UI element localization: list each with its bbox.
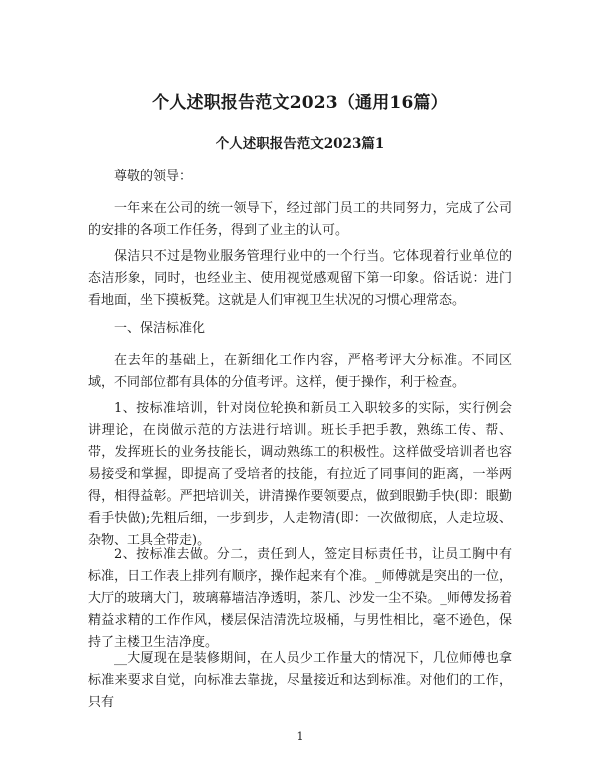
document-title: 个人述职报告范文2023（通用16篇） [152,93,448,113]
paragraph: 2、按标准去做。分二，责任到人，签定目标责任书，让员工胸中有标准，日工作表上排列有顺序，操作起来有个准。_师傅就是突出的一位，大厅的玻璃大门，玻璃幕墙洁净透明，茶几、沙发一尘不染。_师傅发扬着精益求精的工作作风，楼层保洁清洗垃圾桶，与男性相比，毫不逊色，保持了主楼卫生洁净度。 [88,547,512,650]
paragraph: 保洁只不过是物业服务管理行业中的一个行当。它体现着行业单位的态洁形象，同时，也经业主、使用视觉感观留下第一印象。俗话说：进门看地面，坐下摸板凳。这就是人们审视卫生状况的习惯心理常态。 [88,249,512,308]
paragraph: 1、按标准培训，针对岗位轮换和新员工入职较多的实际，实行例会讲理论，在岗做示范的方法进行培训。班长手把手教，熟练工传、帮、带，发挥班长的业务技能长，调动熟练工的积极性。这样做受培训者也容易接受和掌握，即提高了受培者的技能，有拉近了同事间的距离，一举两得，相得益彰。严把培训关，讲清操作要领要点，做到眼勤手快(即：眼勤看手快做);先粗后细，一步到步，人走物清(即：一次做彻底，人走垃圾、杂物、工具全带走)。 [88,401,512,548]
paragraph: 在去年的基础上，在新细化工作内容，严格考评大分标准。不同区域，不同部位都有具体的分值考评。这样，便于操作，利于检查。 [88,353,512,390]
section-title: 个人述职报告范文2023篇1 [215,136,385,152]
page-number: 1 [296,730,304,743]
salutation: 尊敬的领导： [114,169,193,184]
section-heading: 一、保洁标准化 [114,321,206,336]
paragraph: __大厦现在是装修期间，在人员少工作量大的情况下，几位师傅也拿标准来要求自觉，向标准去靠拢，尽量接近和达到标准。对他们的工作，只有 [88,651,512,710]
paragraph: 一年来在公司的统一领导下，经过部门员工的共同努力，完成了公司的安排的各项工作任务，得到了业主的认可。 [88,201,512,238]
